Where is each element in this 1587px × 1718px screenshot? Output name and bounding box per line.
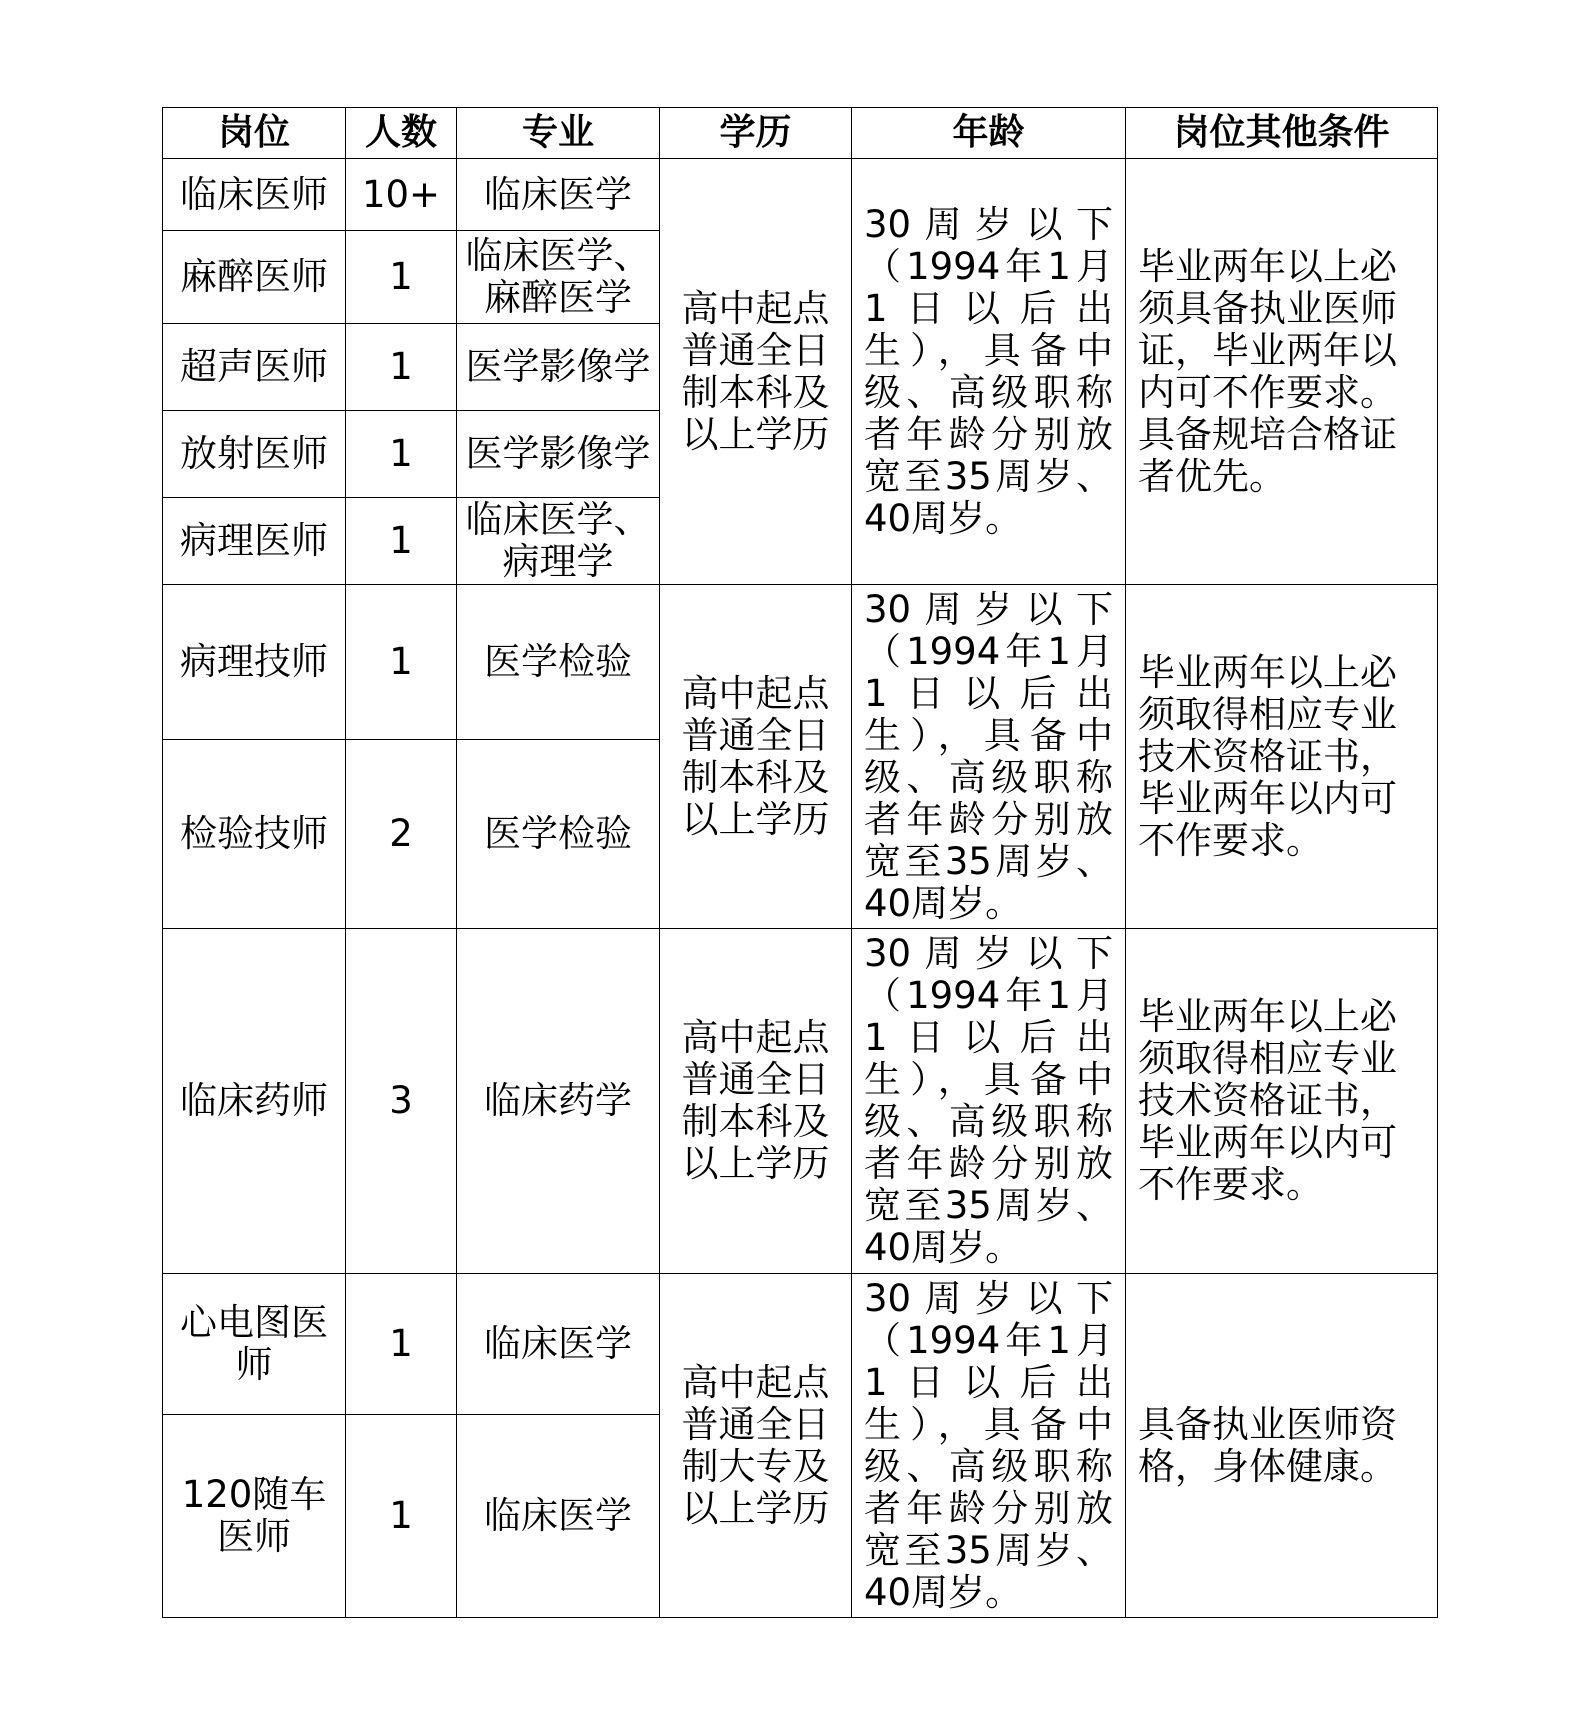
age-cell: 30周岁以下（1994年1月1日以后出生），具备中级、高级职称者年龄分别放宽至35周岁、40周岁。 — [852, 159, 1126, 585]
age-cell: 30周岁以下（1994年1月1日以后出生），具备中级、高级职称者年龄分别放宽至35周岁、40周岁。 — [852, 585, 1126, 929]
position-cell: 病理医师 — [163, 498, 346, 585]
major-cell: 临床药学 — [457, 929, 660, 1274]
table-row — [163, 585, 1438, 740]
major-cell: 医学影像学 — [457, 411, 660, 498]
header-position: 岗位 — [163, 108, 346, 159]
education-cell: 高中起点普通全日制大专及以上学历 — [660, 1274, 852, 1618]
header-education: 学历 — [660, 108, 852, 159]
other-conditions-cell: 毕业两年以上必须取得相应专业技术资格证书，毕业两年以内可不作要求。 — [1126, 929, 1438, 1274]
major-cell: 医学检验 — [457, 740, 660, 929]
recruitment-table — [162, 107, 1438, 1618]
count-cell: 1 — [346, 231, 457, 324]
count-cell: 2 — [346, 740, 457, 929]
position-cell: 放射医师 — [163, 411, 346, 498]
count-cell: 1 — [346, 585, 457, 740]
position-cell: 病理技师 — [163, 585, 346, 740]
age-cell: 30周岁以下（1994年1月1日以后出生），具备中级、高级职称者年龄分别放宽至35周岁、40周岁。 — [852, 1274, 1126, 1618]
header-other-conditions: 岗位其他条件 — [1126, 108, 1438, 159]
table-row — [163, 1274, 1438, 1415]
major-cell: 临床医学 — [457, 1415, 660, 1618]
education-cell: 高中起点普通全日制本科及以上学历 — [660, 585, 852, 929]
count-cell: 3 — [346, 929, 457, 1274]
position-cell: 检验技师 — [163, 740, 346, 929]
header-major: 专业 — [457, 108, 660, 159]
position-cell: 心电图医师 — [163, 1274, 346, 1415]
other-conditions-cell: 毕业两年以上必须具备执业医师证，毕业两年以内可不作要求。具备规培合格证者优先。 — [1126, 159, 1438, 585]
major-cell: 临床医学、病理学 — [457, 498, 660, 585]
age-cell: 30周岁以下（1994年1月1日以后出生），具备中级、高级职称者年龄分别放宽至35周岁、40周岁。 — [852, 929, 1126, 1274]
major-cell: 医学影像学 — [457, 324, 660, 411]
count-cell: 10+ — [346, 159, 457, 231]
header-age: 年龄 — [852, 108, 1126, 159]
major-cell: 临床医学、麻醉医学 — [457, 231, 660, 324]
count-cell: 1 — [346, 498, 457, 585]
count-cell: 1 — [346, 1274, 457, 1415]
position-cell: 120随车医师 — [163, 1415, 346, 1618]
other-conditions-cell: 具备执业医师资格，身体健康。 — [1126, 1274, 1438, 1618]
other-conditions-cell: 毕业两年以上必须取得相应专业技术资格证书，毕业两年以内可不作要求。 — [1126, 585, 1438, 929]
position-cell: 超声医师 — [163, 324, 346, 411]
table-row — [163, 929, 1438, 1274]
count-cell: 1 — [346, 1415, 457, 1618]
position-cell: 麻醉医师 — [163, 231, 346, 324]
major-cell: 临床医学 — [457, 159, 660, 231]
position-cell: 临床药师 — [163, 929, 346, 1274]
header-row — [163, 108, 1438, 159]
education-cell: 高中起点普通全日制本科及以上学历 — [660, 929, 852, 1274]
education-cell: 高中起点普通全日制本科及以上学历 — [660, 159, 852, 585]
position-cell: 临床医师 — [163, 159, 346, 231]
count-cell: 1 — [346, 324, 457, 411]
table-row — [163, 159, 1438, 231]
count-cell: 1 — [346, 411, 457, 498]
header-count: 人数 — [346, 108, 457, 159]
major-cell: 临床医学 — [457, 1274, 660, 1415]
major-cell: 医学检验 — [457, 585, 660, 740]
